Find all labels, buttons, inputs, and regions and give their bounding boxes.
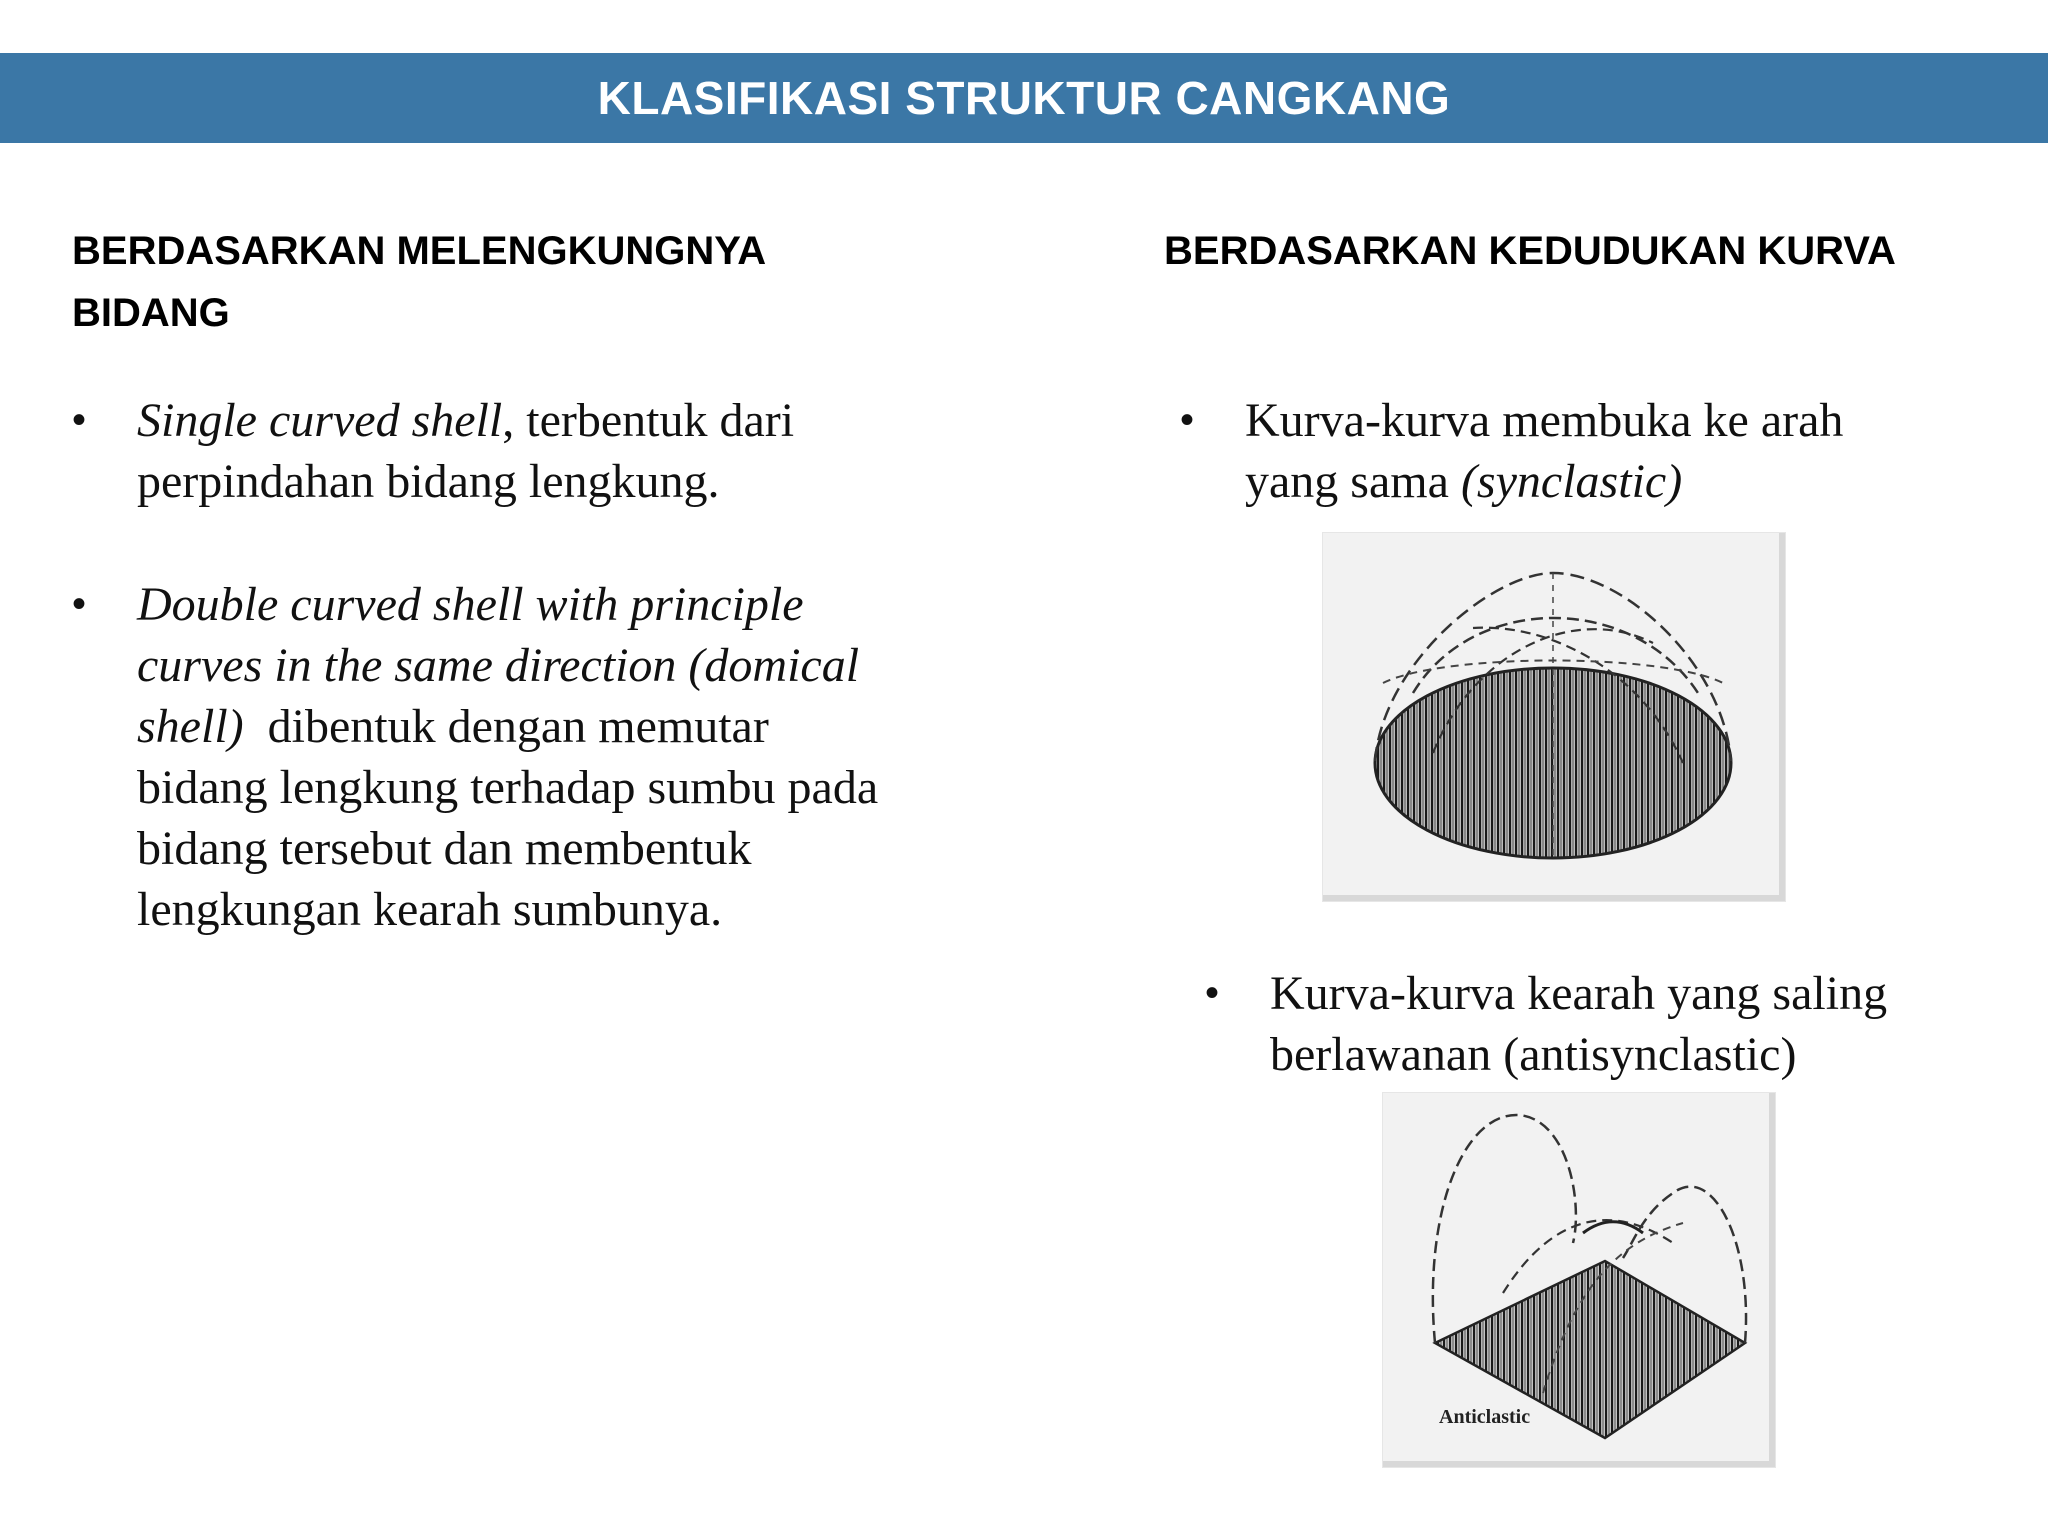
left-heading-line1: BERDASARKAN MELENGKUNGNYA	[72, 229, 767, 273]
bullet-dot-icon: •	[1205, 971, 1220, 1015]
saddle-illustration	[1383, 1093, 1775, 1467]
title-banner	[0, 53, 2048, 143]
right-column-heading: BERDASARKAN KEDUDUKAN KURVA	[1164, 229, 1896, 273]
left-heading-line2: BIDANG	[72, 291, 230, 335]
left-column-heading	[72, 220, 766, 344]
single-curved-term: Single curved shell	[137, 394, 503, 447]
anticlastic-label: Anticlastic	[1439, 1406, 1531, 1428]
bullet-dot-icon: •	[72, 398, 87, 442]
left-bullet-single-curved: • Single curved shell, terbentuk dari perpindahan bidang lengkung.	[72, 390, 972, 520]
anticlastic-saddle-figure	[1382, 1092, 1776, 1468]
page-title: KLASIFIKASI STRUKTUR CANGKANG	[597, 72, 1451, 124]
right-bullet-antisynclastic: • Kurva-kurva kearah yang saling berlawanan (antisynclastic)	[1205, 963, 2005, 1093]
left-bullet-double-curved: • Double curved shell with principle curves in the same direction (domical shell) dibentuk dengan memutar bidang lengkung terhadap sumbu pada bidang tersebut dan membentuk lengkungan kearah sumbunya.	[72, 574, 972, 954]
bullet-dot-icon: •	[1180, 398, 1195, 442]
dome-illustration	[1323, 533, 1785, 901]
right-bullet-synclastic: • Kurva-kurva membuka ke arah yang sama (synclastic)	[1180, 390, 2000, 520]
synclastic-dome-figure	[1322, 532, 1786, 902]
bullet-dot-icon: •	[72, 582, 87, 626]
